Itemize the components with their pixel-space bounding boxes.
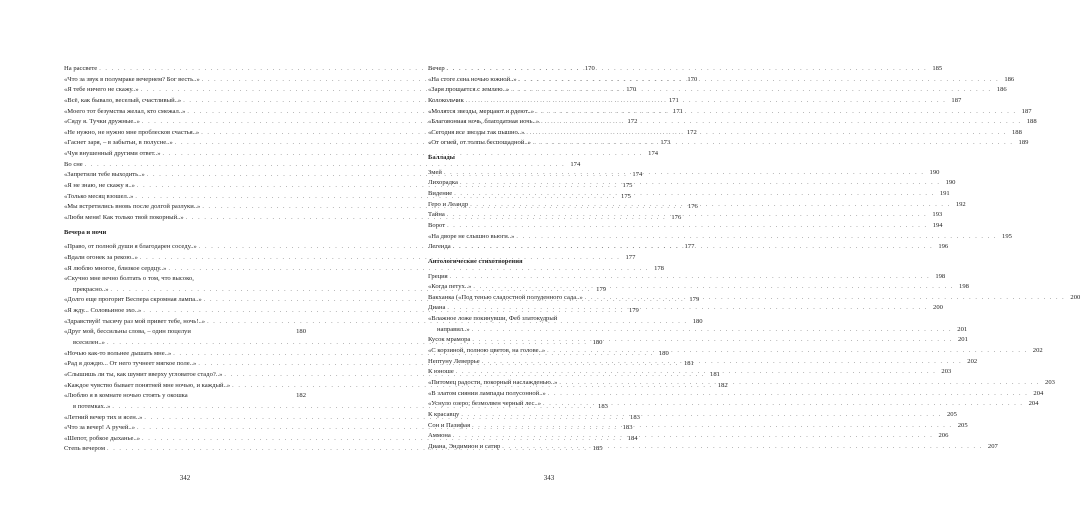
toc-entry-continuation	[428, 325, 968, 336]
toc-entry	[428, 303, 943, 314]
toc-entry	[428, 85, 1007, 96]
toc-entry-page: 187	[1021, 107, 1032, 115]
dot-leader	[473, 282, 954, 293]
toc-entry	[64, 264, 664, 275]
right-page-number: 343	[543, 474, 555, 482]
dot-leader	[536, 107, 1017, 118]
toc-entry-page: 170	[626, 86, 637, 94]
toc-entry-page: 179	[628, 307, 639, 315]
toc-entry-page: 207	[987, 442, 998, 450]
toc-entry-page: 170	[584, 65, 595, 72]
toc-entry-title: «Уснуло озеро; безмолвен черный лес..»	[428, 400, 541, 408]
toc-entry-page: 201	[957, 336, 968, 344]
dot-leader	[526, 128, 1007, 139]
toc-entry-page: 204	[1033, 389, 1044, 397]
dot-leader	[516, 232, 997, 243]
dot-leader	[502, 442, 983, 453]
toc-entry-title: Тайна	[428, 211, 445, 219]
toc-entry-page: 204	[1028, 400, 1039, 408]
dot-leader	[447, 64, 928, 75]
toc-entry-title: На рассвете	[64, 65, 98, 72]
toc-entry	[64, 391, 306, 402]
toc-entry-page: 176	[687, 203, 698, 211]
dot-leader	[472, 421, 953, 432]
toc-entry-title: направил..»	[437, 325, 470, 333]
toc-entry-title: «Что за вечер! А ручей..»	[64, 424, 136, 432]
toc-entry-page: 180	[592, 339, 603, 347]
toc-entry-title: Видение	[428, 190, 453, 198]
toc-entry-title: Геро и Леандр	[428, 200, 469, 208]
toc-entry-page: 188	[1011, 128, 1022, 136]
toc-entry-page: 186	[1004, 75, 1015, 83]
toc-entry-title: К красавцу	[428, 410, 460, 418]
toc-entry-title: «Гаснет заря, – в забытьи, в полусне..»	[64, 139, 173, 147]
toc-entry-title: Вакханка («Под тенью сладостной полуденного сада..»	[428, 293, 583, 301]
toc-entry	[428, 282, 969, 293]
toc-entry-page: 186	[996, 86, 1007, 94]
toc-entry-page: 200	[1070, 293, 1080, 301]
toc-entry-page: 201	[957, 325, 968, 333]
toc-entry-title: Колокольчик	[428, 96, 464, 104]
toc-entry-title: Нептуну Леверрье	[428, 357, 480, 365]
toc-entry-page: 193	[932, 211, 943, 219]
dot-leader	[447, 303, 928, 314]
toc-entry-title: «Только месяц взошел..»	[64, 192, 134, 200]
section-heading: Антологические стихотворения	[428, 257, 523, 265]
toc-entry-title: Легенда	[428, 243, 451, 251]
toc-entry-title: «В златом сиянии лампады полусонной..»	[428, 389, 546, 397]
toc-entry-page: 179	[596, 285, 607, 293]
dot-leader	[456, 367, 937, 378]
dot-leader	[453, 431, 934, 442]
dot-leader	[559, 378, 1040, 389]
toc-entry	[428, 431, 949, 442]
dot-leader	[511, 85, 992, 96]
toc-entry-title: «Люблю я в комнате ночью стоять у окошка	[64, 392, 188, 400]
toc-entry-title: «Друг мой, бессильны слова, – один поцелуи	[64, 328, 191, 336]
toc-entry-title: «Влажное ложе покинувши, Феб златокудрый	[428, 315, 558, 323]
toc-entry-title: «Мы встретились вновь после долгой разлуки..»	[64, 203, 201, 211]
toc-entry-page: 202	[1032, 347, 1043, 355]
toc-entry-page: 198	[959, 283, 969, 291]
toc-entry-page: 173	[660, 139, 671, 147]
toc-entry-title: прекрасно..»	[73, 285, 109, 293]
toc-entry-page: 202	[967, 357, 978, 365]
toc-entry-title: «Я люблю многое, близкое сердцу..»	[64, 264, 167, 272]
dot-leader	[444, 168, 925, 179]
toc-entry-title: «Вдали огонек за рекою..»	[64, 253, 138, 261]
toc-entry-page: 205	[946, 410, 957, 418]
toc-entry-page: 171	[668, 96, 679, 104]
toc-entry-title: «Моего тот безумства желал, кто смежал..»	[64, 107, 186, 115]
toc-entry	[428, 221, 943, 232]
toc-entry-title: Во сне	[64, 160, 83, 168]
toc-entry	[428, 64, 943, 75]
toc-entry	[428, 117, 1037, 128]
dot-leader	[466, 96, 947, 107]
toc-entry-title: «Питомец радости, покорный наслажденью..»	[428, 378, 558, 386]
toc-entry-title: Греция	[428, 272, 448, 280]
toc-entry-page: 174	[570, 160, 581, 168]
toc-entry	[428, 442, 998, 453]
toc-entry-title: Кусок мрамора	[428, 336, 471, 344]
toc-entry	[64, 160, 581, 171]
toc-entry-title: «Шепот, робкое дыханье..»	[64, 434, 141, 442]
toc-entry	[428, 421, 968, 432]
toc-entry-page: 187	[951, 96, 962, 104]
toc-entry-page: 182	[296, 392, 306, 400]
dot-leader	[541, 117, 1022, 128]
dot-leader	[482, 357, 963, 368]
toc-entry-title: «Скучно мне вечно болтать о том, что высоко,	[64, 275, 194, 283]
toc-entry-title: Сон и Пазифая	[428, 421, 471, 429]
dot-leader	[519, 75, 1000, 86]
toc-entry	[428, 346, 1043, 357]
toc-entry-page: 196	[938, 243, 949, 251]
toc-entry-page: 180	[296, 328, 306, 336]
toc-entry-title: «С корзиной, полною цветов, на голове..»	[428, 347, 546, 355]
toc-entry-page: 198	[935, 272, 946, 280]
toc-entry-title: «Когда петух..»	[428, 283, 472, 291]
toc-entry-page: 178	[654, 264, 664, 272]
toc-entry-page: 185	[932, 65, 943, 72]
toc-entry-page: 205	[957, 421, 968, 429]
toc-entry-page: 189	[1018, 139, 1029, 147]
toc-entry-page: 192	[955, 200, 966, 208]
toc-entry	[428, 189, 950, 200]
toc-entry-title: Лихорадка	[428, 179, 458, 187]
section-heading: Вечера и ночи	[64, 228, 107, 236]
toc-entry-title: «Запретили тебе выходить..»	[64, 171, 145, 179]
toc-entry-title: «Я жду... Соловьиное эхо..»	[64, 307, 142, 315]
toc-entry-title: «Слышишь ли ты, как шумит вверху угловатое стадо?..»	[64, 370, 223, 378]
left-page-number: 342	[179, 474, 191, 482]
toc-entry-page: 175	[622, 182, 633, 190]
toc-entry-page: 177	[625, 253, 636, 261]
toc-entry	[428, 168, 940, 179]
toc-entry-page: 184	[627, 434, 638, 442]
toc-entry-page: 171	[673, 107, 683, 115]
toc-entry-page: 203	[941, 368, 952, 376]
toc-entry-title: Диана	[428, 304, 446, 312]
toc-entry	[428, 232, 1012, 243]
toc-entry-title: Змей	[428, 168, 442, 176]
dot-leader	[533, 138, 1014, 149]
toc-entry-title: «Здравствуй! тысячу раз мой привет тебе, ночь!..»	[64, 317, 206, 325]
dot-leader	[472, 335, 953, 346]
toc-entry-page: 176	[671, 213, 682, 221]
toc-entry-title: Вечер	[428, 65, 445, 72]
toc-entry-page: 179	[689, 296, 700, 304]
toc-entry	[64, 327, 306, 338]
toc-entry-title: «Благовонная ночь, благодатная ночь..»	[428, 118, 540, 126]
toc-entry-title: К юноше	[428, 368, 454, 376]
toc-entry-title: «Я не знаю, не скажу я..»	[64, 182, 135, 190]
dot-leader	[461, 410, 942, 421]
toc-entry-title: «Сяду я. Тучки дружные..»	[64, 118, 140, 126]
toc-entry-page: 174	[632, 171, 643, 179]
dot-leader	[472, 325, 953, 336]
dot-leader	[585, 293, 1066, 304]
toc-entry-title: «От огней, от толпы беспощадной..»	[428, 139, 531, 147]
toc-entry-page: 175	[621, 192, 631, 200]
toc-entry	[428, 389, 1044, 400]
toc-entry-title: Ворот	[428, 221, 446, 229]
toc-entry-title: «Право, от полной души я благодарен соседу..»	[64, 243, 197, 251]
toc-entry-page: 185	[592, 445, 603, 453]
toc-entry-title: «На дворе не слышно вьюги..»	[428, 232, 515, 240]
toc-entry-page: 172	[627, 118, 638, 126]
toc-entry-page: 182	[717, 381, 728, 389]
toc-entry-page: 183	[630, 413, 640, 421]
toc-entry-page: 180	[658, 349, 669, 357]
toc-entry-title: всесилен..»	[73, 339, 105, 347]
toc-entry	[64, 274, 306, 285]
toc-entry	[428, 335, 968, 346]
toc-entry-page: 183	[598, 402, 608, 410]
toc-entry-title: «Заря прощается с землею..»	[428, 86, 510, 94]
toc-entry-page: 170	[687, 75, 698, 83]
dot-leader	[548, 389, 1029, 400]
toc-entry-title: «Я тебе ничего не скажу..»	[64, 86, 139, 94]
toc-entry-title: в потемках..»	[73, 402, 111, 410]
section-heading: Баллады	[428, 154, 455, 162]
toc-entry-title: «Сегодня все звезды так пышно..»	[428, 128, 525, 136]
toc-entry-page: 181	[710, 370, 720, 378]
toc-entry-page: 172	[686, 128, 697, 136]
toc-entry	[428, 399, 1039, 410]
toc-entry-title: «Ночью как-то вольнее дышать мне..»	[64, 349, 172, 357]
toc-entry-page: 174	[648, 150, 659, 158]
toc-entry-title: «Каждое чувство бывает понятней мне ночью, и каждый..»	[64, 381, 231, 389]
toc-entry	[428, 272, 946, 283]
toc-entry-title: Степь вечером	[64, 445, 106, 453]
toc-entry-page: 188	[1026, 118, 1037, 126]
toc-entry-page: 190	[929, 168, 940, 176]
toc-entry	[428, 314, 670, 325]
toc-entry-title: «Молятся звезды, мерцают и рдеют..»	[428, 107, 535, 115]
toc-entry-title: «На стоге сена ночью южной..»	[428, 75, 517, 83]
toc-entry-title: «Рад я дождю... От него тучнеет мягкое поле..»	[64, 360, 197, 368]
dot-leader	[447, 210, 928, 221]
dot-leader	[447, 221, 928, 232]
dot-leader	[470, 200, 951, 211]
dot-leader	[454, 189, 935, 200]
toc-entry-page: 203	[1045, 378, 1055, 386]
dot-leader	[453, 242, 934, 253]
toc-entry-page: 183	[622, 424, 633, 432]
toc-entry-page: 200	[933, 304, 943, 312]
toc-entry-page: 177	[684, 243, 695, 251]
dot-leader	[543, 399, 1024, 410]
toc-entry-page: 190	[945, 179, 956, 187]
toc-entry-title: «Долго еще прогорит Веспера скромная лампа..»	[64, 296, 202, 304]
toc-entry	[428, 178, 956, 189]
toc-entry-title: «Люби меня! Как только твой покорный..»	[64, 213, 184, 221]
toc-entry-title: «Чуя внушенный другими ответ..»	[64, 150, 161, 158]
toc-entry-title: «Не нужно, не нужно мне проблесков счастья..»	[64, 128, 200, 136]
toc-entry	[428, 410, 957, 421]
toc-entry-title: Диана, Эндимион и сатир	[428, 442, 501, 450]
toc-entry-page: 195	[1002, 232, 1012, 240]
toc-entry	[428, 138, 1029, 149]
toc-entry-page: 194	[932, 221, 943, 229]
toc-entry-page: 180	[692, 317, 703, 325]
toc-entry-title: «Летний вечер тих и ясен..»	[64, 413, 143, 421]
toc-entry-page: 191	[939, 190, 950, 198]
toc-entry-title: Аммона	[428, 432, 451, 440]
toc-entry-title: «Всё, как бывало, веселый, счастливый..»	[64, 96, 182, 104]
toc-entry-title: «Что за звук в полумраке вечернем? Бог весть..»	[64, 75, 200, 83]
toc-entry-page: 181	[683, 360, 694, 368]
toc-entry-page: 206	[938, 432, 949, 440]
dot-leader	[547, 346, 1028, 357]
dot-leader	[460, 178, 941, 189]
dot-leader	[450, 272, 931, 283]
